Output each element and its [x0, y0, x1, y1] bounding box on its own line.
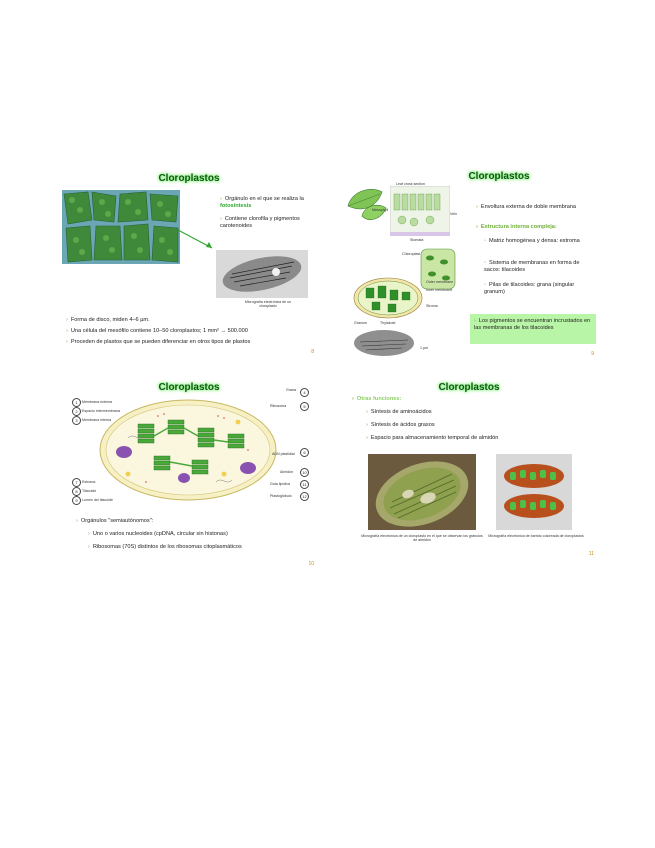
bullet-marker: ›: [366, 422, 368, 428]
bullet-marker: ›: [220, 196, 222, 202]
chloroplast-em-colored: [368, 454, 476, 530]
label-lipid-droplet: Gota lipídica: [270, 482, 290, 486]
side-bullet-1: › Orgánulo en el que se realiza la fotosíntesis: [220, 196, 304, 209]
label-inner-membrane: Inner membrane: [426, 288, 453, 292]
bullet-1: › Envoltura externa de doble membrana: [476, 204, 577, 210]
side-bullet-2: › Contiene clorofila y pigmentos carotenoides: [220, 216, 300, 229]
label-plastoglobule: Plastoglóbulo: [270, 494, 292, 498]
bullet-marker: ›: [366, 435, 368, 441]
label-thylakoid: Thylakoid: [380, 321, 396, 325]
note-text: › Los pigmentos se encuentran incrustados en las membranas de los tilacoides: [474, 318, 591, 331]
bullet-marker: ›: [66, 339, 68, 345]
label-inner-membrane: Membrana interna: [82, 418, 112, 422]
bullet-1: › Orgánulos "semiautónomos":: [76, 518, 154, 524]
bullet-marker: ›: [352, 396, 354, 402]
num-8: 8: [72, 487, 81, 496]
bottom-bullet-2: › Una célula del mesófilo contiene 10–50 cloroplastos; 1 mm² → 500.000: [66, 328, 248, 334]
bullet-marker: ›: [66, 317, 68, 323]
bullet-2: › Estructura interna compleja:: [476, 224, 557, 230]
slide-3: [58, 378, 320, 571]
micrograph-caption: Micrografía electrónica de un cloroplasto: [244, 300, 292, 309]
bullet-marker: ›: [366, 409, 368, 415]
label-intermembrane: Espacio intermembrana: [82, 409, 120, 413]
bullet-5: ◦ Pilas de tilacoides: grana (singular granum): [484, 282, 575, 295]
slide-title: Cloroplastos: [468, 171, 530, 182]
label-scale: 1 µm: [420, 346, 429, 350]
intro-text: › Otras funciones:: [352, 396, 402, 402]
bullet-3: › Ribosomas (70S) distintos de los ribosomas citoplasmáticos: [88, 544, 242, 550]
num-3: 3: [72, 416, 81, 425]
bullet-3: ◦ Matriz homogénea y densa: estroma: [484, 238, 580, 244]
label-outer-membrane: Membrana externa: [82, 400, 113, 404]
label-thylakoid-lumen: Lumen del tilacoide: [82, 498, 113, 502]
bullet-marker: ◦: [484, 260, 486, 266]
chloroplast-em-image: [352, 328, 416, 358]
bullet-marker: ›: [88, 531, 90, 537]
num-4: 4: [300, 388, 309, 397]
bullet-marker: ›: [476, 204, 478, 210]
num-7: 7: [72, 478, 81, 487]
page-number: 8: [311, 349, 314, 355]
bullet-marker: ›: [76, 518, 78, 524]
num-9: 9: [72, 496, 81, 505]
label-starch: Almidón: [280, 470, 293, 474]
chloroplast-micrograph: [216, 250, 308, 298]
bullet-marker: ›: [476, 224, 478, 230]
page-number: 10: [308, 561, 314, 567]
leaf-cells-micrograph: [62, 190, 180, 264]
bullet-marker: ›: [220, 216, 222, 222]
label-chloroplast: Chloroplast: [402, 252, 421, 256]
page-number: 11: [588, 551, 594, 557]
bullet-1: › Síntesis de aminoácidos: [366, 409, 432, 415]
bullet-marker: ◦: [484, 282, 486, 288]
label-granum: Granum: [354, 321, 367, 325]
num-2: 2: [72, 407, 81, 416]
label-grana: Grana: [286, 388, 296, 392]
chloroplast-sem-colored: [496, 454, 572, 530]
num-11: 11: [300, 480, 309, 489]
bullet-marker: ›: [474, 318, 476, 324]
note-box: [470, 314, 596, 344]
num-12: 12: [300, 492, 309, 501]
slide-title: Cloroplastos: [438, 382, 500, 393]
label-stroma: Stroma: [426, 304, 438, 308]
page-number: 9: [591, 351, 594, 357]
bullet-3: › Espacio para almacenamiento temporal de almidón: [366, 435, 499, 441]
label-ribosome: Ribosoma: [270, 404, 287, 408]
zoom-arrow-icon: [176, 228, 216, 252]
num-10: 10: [300, 468, 309, 477]
label-mesophyll: Mesophyll: [372, 208, 389, 212]
num-6: 6: [300, 448, 309, 457]
num-1: 1: [72, 398, 81, 407]
leaf-icon: [342, 182, 390, 228]
label-vein: Vein: [450, 212, 457, 216]
caption-right: Micrografía electrónica de barrido coloreada de cloroplastos: [488, 534, 584, 538]
label-leaf-cross-section: Leaf cross section: [396, 182, 425, 186]
slide-1: [58, 168, 320, 361]
bullet-2: › Uno o varios nucleoides (cpDNA, circular sin histonas): [88, 531, 228, 537]
bullet-4: ◦ Sistema de membranas en forma de sacos: tilacoides: [484, 260, 580, 273]
slide-title: Cloroplastos: [158, 382, 220, 393]
chloroplast-3d-diagram: [352, 274, 424, 322]
label-plastid-dna: ADN plastidial: [272, 452, 295, 456]
slide-title: Cloroplastos: [158, 173, 220, 184]
leaf-cross-section: [390, 186, 450, 236]
chloroplast-structure-diagram: [98, 398, 278, 502]
slide-4: [338, 378, 600, 571]
bullet-2: › Síntesis de ácidos grasos: [366, 422, 435, 428]
bullet-marker: ◦: [484, 238, 486, 244]
caption-left: Micrografía electrónica de un cloroplasto en el que se observan los gránulos de almidón: [361, 534, 483, 543]
label-thylakoid: Tilacoide: [82, 489, 97, 493]
slide-2: [338, 168, 600, 361]
bottom-bullet-3: › Proceden de plastos que se pueden diferenciar en otros tipos de plastos: [66, 339, 251, 345]
bullet-marker: ›: [88, 544, 90, 550]
bottom-bullet-1: › Forma de disco, miden 4–6 µm.: [66, 317, 150, 323]
label-stomata: Stomata: [410, 238, 424, 242]
num-5: 5: [300, 402, 309, 411]
label-stroma: Estroma: [82, 480, 96, 484]
bullet-marker: ›: [66, 328, 68, 334]
label-outer-membrane: Outer membrane: [426, 280, 454, 284]
